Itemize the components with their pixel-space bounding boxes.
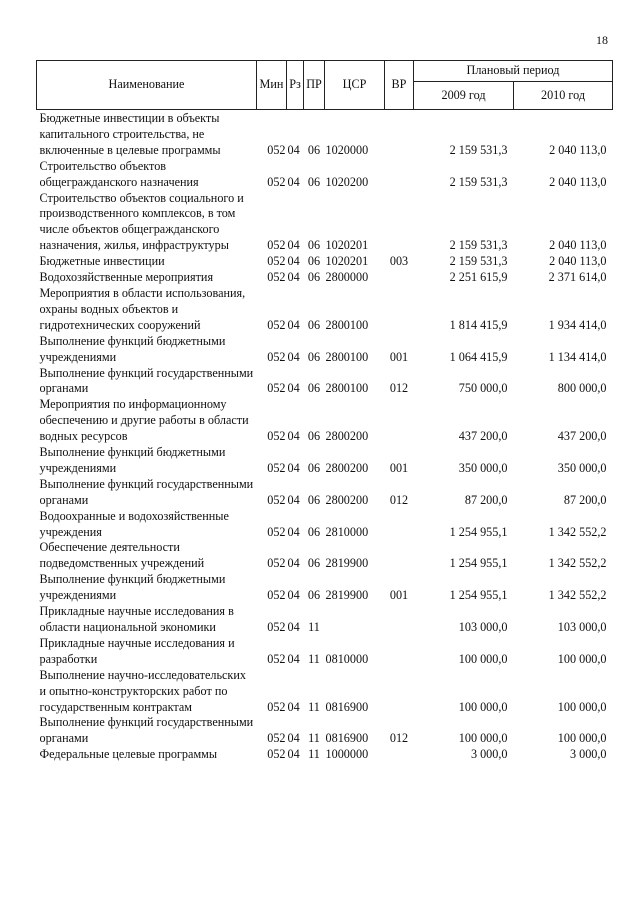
cell-pr: 06 — [307, 381, 321, 396]
cell-2009: 1 064 415,9 — [449, 349, 508, 364]
table-row — [37, 366, 613, 398]
cell-rz: 04 — [287, 460, 300, 475]
cell-csr: 1020200 — [325, 174, 369, 189]
cell-name: Выполнение функций бюджетными учреждениями — [39, 572, 226, 603]
cell-2009: 2 159 531,3 — [449, 142, 508, 157]
table-header — [37, 61, 613, 110]
header-min: Мин — [257, 61, 287, 110]
cell-csr: 1020201 — [325, 254, 369, 269]
cell-2010: 87 200,0 — [563, 492, 607, 507]
cell-rz: 04 — [287, 381, 300, 396]
cell-name: Выполнение функций бюджетными учреждениями — [39, 445, 226, 475]
table-row — [37, 747, 613, 763]
cell-name: Мероприятия по информационному обеспечению и другие работы в области водных ресурсов — [39, 397, 249, 444]
cell-2010: 2 040 113,0 — [549, 174, 607, 189]
cell-min: 052 — [267, 460, 286, 475]
cell-2009: 1 254 955,1 — [449, 524, 508, 539]
cell-pr: 06 — [307, 142, 321, 157]
cell-name: Выполнение научно-исследовательских и опытно-конструкторских работ по государственным контрактам — [39, 667, 246, 714]
cell-min: 052 — [267, 620, 286, 634]
header-csr: ЦСР — [325, 61, 385, 110]
cell-name: Прикладные научные исследования в области национальной экономики — [39, 604, 234, 634]
cell-vr — [385, 286, 414, 334]
cell-rz: 04 — [287, 238, 300, 253]
cell-2009: 2 159 531,3 — [449, 238, 508, 253]
cell-min: 052 — [267, 142, 286, 157]
cell-2010: 2 040 113,0 — [549, 238, 607, 253]
cell-min: 052 — [267, 349, 286, 364]
cell-2010: 3 000,0 — [569, 747, 607, 762]
cell-min: 052 — [267, 270, 286, 285]
cell-rz: 04 — [287, 174, 300, 189]
cell-rz: 04 — [287, 747, 300, 762]
cell-2010: 1 342 552,2 — [548, 556, 607, 571]
cell-2009: 1 814 415,9 — [449, 317, 508, 332]
table-row — [37, 540, 613, 572]
cell-rz: 04 — [287, 492, 300, 507]
cell-2009: 1 254 955,1 — [449, 588, 508, 603]
cell-rz: 04 — [287, 254, 300, 269]
cell-pr: 11 — [308, 620, 320, 634]
cell-pr: 06 — [307, 270, 321, 285]
cell-csr: 2800100 — [325, 381, 369, 396]
cell-csr: 1020000 — [325, 142, 369, 157]
cell-2009: 2 251 615,9 — [449, 270, 508, 285]
header-rz: Рз — [287, 61, 304, 110]
cell-min: 052 — [267, 651, 286, 666]
cell-min: 052 — [267, 747, 286, 762]
cell-vr — [385, 636, 414, 668]
cell-min: 052 — [267, 381, 286, 396]
cell-vr — [385, 668, 414, 716]
cell-rz: 04 — [287, 270, 300, 285]
cell-rz: 04 — [287, 349, 300, 364]
cell-min: 052 — [267, 556, 286, 571]
cell-2010: 350 000,0 — [557, 460, 607, 475]
cell-name: Водохозяйственные мероприятия — [39, 270, 214, 285]
cell-csr: 2819900 — [325, 556, 369, 571]
cell-rz: 04 — [287, 429, 300, 444]
cell-rz: 04 — [287, 317, 300, 332]
cell-pr: 11 — [308, 731, 320, 746]
cell-2010: 800 000,0 — [557, 381, 607, 396]
cell-2009: 1 254 955,1 — [449, 556, 508, 571]
cell-vr: 012 — [389, 492, 409, 507]
table-row — [37, 270, 613, 286]
cell-2009: 2 159 531,3 — [449, 174, 508, 189]
cell-csr: 2800100 — [325, 317, 369, 332]
table-body — [37, 110, 613, 764]
cell-2009: 103 000,0 — [458, 620, 508, 634]
cell-rz: 04 — [287, 142, 300, 157]
table-row — [37, 477, 613, 509]
cell-csr: 0816900 — [325, 699, 369, 714]
cell-2009: 87 200,0 — [464, 492, 508, 507]
cell-vr — [385, 604, 414, 636]
cell-csr: 2810000 — [325, 524, 369, 539]
header-plan-period: Плановый период — [414, 61, 613, 82]
cell-pr: 11 — [308, 699, 320, 714]
budget-table — [36, 60, 613, 763]
cell-name: Выполнение функций государственными органами — [39, 715, 254, 746]
cell-2010: 2 040 113,0 — [549, 142, 607, 157]
cell-2009: 100 000,0 — [458, 731, 508, 746]
cell-pr: 06 — [307, 556, 321, 571]
cell-vr: 001 — [389, 349, 409, 364]
table-row — [37, 397, 613, 445]
cell-min: 052 — [267, 317, 286, 332]
cell-2009: 100 000,0 — [458, 651, 508, 666]
cell-pr: 06 — [307, 174, 321, 189]
cell-min: 052 — [267, 699, 286, 714]
table-row — [37, 191, 613, 255]
cell-pr: 11 — [308, 747, 320, 762]
cell-2010: 1 934 414,0 — [548, 317, 607, 332]
cell-name: Выполнение функций государственными органами — [39, 365, 254, 396]
header-year-2010: 2010 год — [514, 82, 613, 110]
table-row — [37, 159, 613, 191]
cell-csr: 0810000 — [325, 651, 369, 666]
cell-2009: 100 000,0 — [458, 699, 508, 714]
cell-pr: 11 — [308, 651, 320, 666]
cell-csr: 1020201 — [325, 238, 369, 253]
cell-2010: 100 000,0 — [557, 651, 607, 666]
header-vr: ВР — [385, 61, 414, 110]
cell-name: Бюджетные инвестиции — [39, 254, 165, 269]
cell-csr: 2800100 — [325, 349, 369, 364]
cell-vr — [385, 397, 414, 445]
cell-csr: 2800000 — [325, 270, 369, 285]
cell-vr: 003 — [389, 254, 409, 269]
cell-min: 052 — [267, 174, 286, 189]
cell-pr: 06 — [307, 588, 321, 603]
table-row — [37, 715, 613, 747]
cell-name: Выполнение функций бюджетными учреждениями — [39, 333, 226, 364]
table-row — [37, 445, 613, 477]
cell-pr: 06 — [307, 460, 321, 475]
cell-min: 052 — [267, 524, 286, 539]
cell-name: Мероприятия в области использования, охраны водных объектов и гидротехнических сооружений — [39, 285, 246, 332]
cell-2010: 1 342 552,2 — [548, 588, 607, 603]
cell-name: Водоохранные и водохозяйственные учреждения — [39, 508, 229, 539]
table-row — [37, 334, 613, 366]
cell-rz: 04 — [287, 524, 300, 539]
cell-pr: 06 — [307, 238, 321, 253]
table-row — [37, 110, 613, 159]
header-pr: ПР — [304, 61, 325, 110]
header-year-2009: 2009 год — [414, 82, 514, 110]
cell-csr: 2800200 — [325, 492, 369, 507]
cell-vr: 001 — [389, 460, 409, 475]
cell-rz: 04 — [287, 620, 300, 634]
cell-name: Выполнение функций государственными органами — [39, 476, 254, 507]
cell-vr — [385, 747, 414, 763]
cell-name: Бюджетные инвестиции в объекты капитального строительства, не включенные в целевые программы — [39, 111, 221, 157]
cell-name: Обеспечение деятельности подведомственных учреждений — [39, 540, 205, 571]
cell-csr: 2819900 — [325, 588, 369, 603]
cell-csr: 2800200 — [325, 429, 369, 444]
cell-pr: 06 — [307, 429, 321, 444]
cell-vr: 012 — [389, 381, 409, 396]
cell-min: 052 — [267, 588, 286, 603]
cell-2010: 100 000,0 — [557, 699, 607, 714]
cell-vr: 001 — [389, 588, 409, 603]
cell-name: Прикладные научные исследования и разработки — [39, 635, 235, 666]
cell-rz: 04 — [287, 699, 300, 714]
cell-min: 052 — [267, 238, 286, 253]
cell-2010: 1 134 414,0 — [548, 349, 607, 364]
cell-2009: 750 000,0 — [458, 381, 508, 396]
cell-pr: 06 — [307, 349, 321, 364]
cell-csr — [325, 604, 385, 636]
cell-name: Строительство объектов социального и производственного комплексов, в том числе объектов общегражданского назначения, жилья, инфраструктуры — [39, 190, 244, 253]
cell-min: 052 — [267, 731, 286, 746]
cell-2009: 3 000,0 — [470, 747, 508, 762]
cell-2010: 437 200,0 — [557, 429, 607, 444]
cell-min: 052 — [267, 254, 286, 269]
cell-vr — [385, 191, 414, 255]
cell-2009: 350 000,0 — [458, 460, 508, 475]
table-row — [37, 572, 613, 604]
cell-2010: 103 000,0 — [557, 620, 607, 634]
cell-vr — [385, 110, 414, 159]
table-row — [37, 668, 613, 716]
cell-name: Строительство объектов общегражданского назначения — [39, 158, 199, 189]
cell-2010: 1 342 552,2 — [548, 524, 607, 539]
cell-rz: 04 — [287, 588, 300, 603]
cell-name: Федеральные целевые программы — [39, 747, 218, 762]
header-name: Наименование — [37, 61, 257, 110]
cell-csr: 2800200 — [325, 460, 369, 475]
cell-rz: 04 — [287, 731, 300, 746]
table-row — [37, 636, 613, 668]
cell-rz: 04 — [287, 651, 300, 666]
cell-vr: 012 — [389, 731, 409, 746]
cell-csr: 0816900 — [325, 731, 369, 746]
cell-pr: 06 — [307, 254, 321, 269]
cell-2009: 437 200,0 — [458, 429, 508, 444]
cell-2010: 2 040 113,0 — [549, 254, 607, 269]
cell-2010: 2 371 614,0 — [548, 270, 607, 285]
cell-min: 052 — [267, 429, 286, 444]
table-row — [37, 509, 613, 541]
cell-2009: 2 159 531,3 — [449, 254, 508, 269]
cell-rz: 04 — [287, 556, 300, 571]
cell-vr — [385, 270, 414, 286]
cell-pr: 06 — [307, 524, 321, 539]
table-row — [37, 254, 613, 270]
cell-2010: 100 000,0 — [557, 731, 607, 746]
cell-pr: 06 — [307, 492, 321, 507]
page-number: 18 — [596, 33, 608, 47]
table-row — [37, 286, 613, 334]
cell-min: 052 — [267, 492, 286, 507]
cell-csr: 1000000 — [325, 747, 369, 762]
cell-vr — [385, 159, 414, 191]
cell-pr: 06 — [307, 317, 321, 332]
table-row — [37, 604, 613, 636]
cell-vr — [385, 540, 414, 572]
cell-vr — [385, 509, 414, 541]
